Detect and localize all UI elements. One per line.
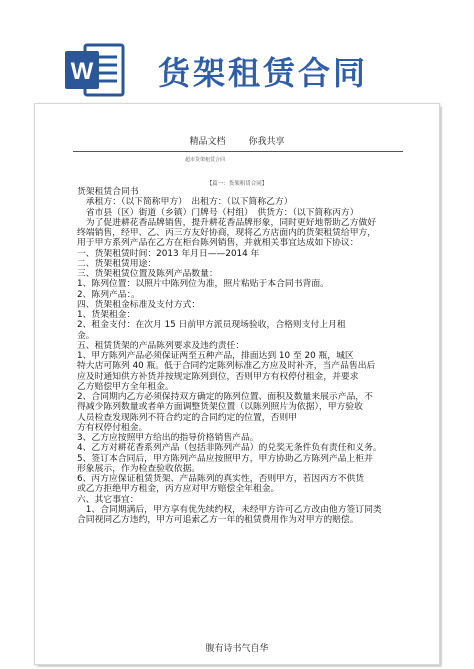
text-line: 3、乙方应按照甲方给出的指导价格销售产品。	[77, 433, 259, 443]
text-line: 得减少陈列数量或者单方面调整货架位置（以陈列照片为依据），甲方验收	[77, 402, 363, 413]
document-banner	[0, 0, 474, 100]
text-line: 人员检查发现陈列不符合约定的合同约定的位置，否则甲	[77, 412, 297, 423]
text-line: 合同视同乙方违约，甲方可追索乙方一年的租赁费用作为对甲方的赔偿。	[77, 515, 359, 525]
text-line: 应及时通知供方补货并按规定陈列到位，否则甲方有权停付租金，并要求	[77, 371, 359, 382]
text-line: 5、签订本合同后，甲方陈列产品应按照甲方，甲方协助乙方陈列产品上柜并	[77, 453, 373, 464]
page-footer: 腹有诗书气自华	[205, 644, 269, 654]
text-line: 承租方：（以下简称甲方） 出租方：（以下简称乙方）	[77, 197, 293, 208]
text-line: 用于甲方系列产品在乙方在柜台陈列销售，并就相关事宜达成如下协议：	[77, 238, 359, 249]
header-left-text: 精品文档	[189, 137, 226, 147]
text-line: 4、乙方对耕花香系列产品（包括非陈列产品）的兑奖无条件负有责任和义务。	[77, 443, 382, 454]
section-label: 【篇一：货架租赁合同】	[206, 181, 268, 187]
text-line: 乙方赔偿甲方全年租金。	[77, 381, 174, 392]
text-line: 2、租金支付：在次月 15 日前甲方派员现场验收，合格则支付上月租	[77, 320, 346, 331]
text-line: 或乙方拒绝甲方租金，丙方应对甲方赔偿全年租金。	[77, 484, 280, 495]
text-line: 方有权停付租金。	[77, 422, 148, 433]
text-line: 6、丙方应保证租赁货架、产品陈列的真实性，否则甲方，若因丙方不供货	[77, 474, 365, 484]
svg-text:W: W	[70, 58, 94, 85]
text-line: 1、甲方陈列产品必须保证两至五种产品，排面达到 10 至 20 瓶，城区	[77, 351, 354, 361]
text-line: 终端销售，经甲、乙、丙三方友好协商，现将乙方店面内的货架租赁给甲方，	[77, 228, 377, 238]
document-page	[34, 103, 440, 665]
page-subheader: 超市货架租赁合同	[185, 157, 226, 163]
text-line: 五、租赁货架的产品陈列要求及违约责任：	[77, 340, 245, 351]
text-line: 形象展示，作为检查验收依据。	[77, 463, 201, 474]
page-header	[35, 134, 439, 147]
text-line: 省市县（区）街道（乡镇）门牌号（村组） 供货方：（以下简称丙方）	[77, 207, 359, 218]
text-line: 四、货架租金标准及支付方式：	[77, 299, 201, 310]
text-line: 1、合同期满后，甲方享有优先续约权，未经甲方许可乙方改由他方签订同类	[77, 504, 382, 515]
contract-body	[77, 187, 422, 525]
banner-title: 货架租赁合同	[158, 54, 369, 92]
header-divider	[73, 151, 403, 152]
text-line: 六、其它事宜：	[77, 494, 139, 505]
word-document-icon	[63, 41, 127, 99]
text-line: 2、陈列产品：。	[77, 289, 140, 300]
text-line: 1、货架租金：	[77, 310, 136, 320]
text-line: 为了促进耕花香品牌销售，提升耕花香品牌形象，同时更好地帮助乙方做好	[77, 217, 377, 228]
text-line: 一、货架租赁时间：2013 年月日——2014 年	[77, 248, 260, 259]
text-line: 三、货架租赁位置及陈列产品数量：	[77, 269, 218, 279]
text-line: 金。	[77, 330, 95, 341]
text-line: 1、陈列位置：以照片中陈列位为准，照片粘贴于本合同书背面。	[77, 279, 329, 290]
header-right-text: 你我共享	[248, 137, 285, 147]
contract-title: 货架租赁合同书	[77, 187, 139, 197]
text-line: 二、货架租赁用途：	[77, 258, 157, 269]
text-line: 2、合同期内乙方必须保持双方确定的陈列位置、面积及数量来展示产品，不	[77, 392, 373, 402]
text-line: 特大店可陈列 40 瓶。低于合同约定陈列标准乙方应及时补齐，当产品售出后	[77, 361, 376, 372]
